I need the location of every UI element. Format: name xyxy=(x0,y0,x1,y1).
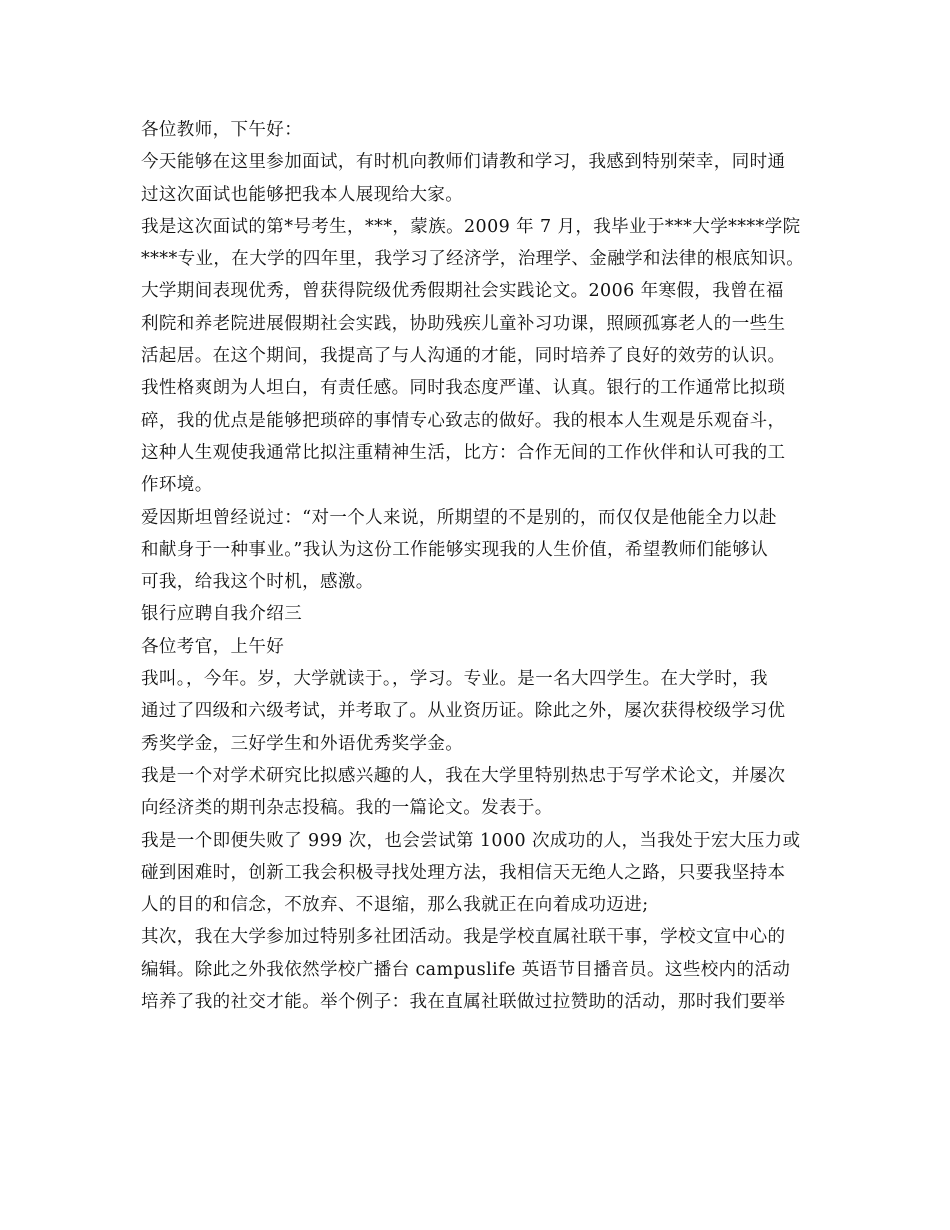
paragraph-line: 人的目的和信念，不放弃、不退缩，那么我就正在向着成功迈进; xyxy=(141,895,649,916)
paragraph-line: 和献身于一种事业。”我认为这份工作能够实现我的人生价值，希望教师们能够认 xyxy=(141,539,769,560)
paragraph-line: 大学期间表现优秀，曾获得院级优秀假期社会实践论文。2006 年寒假，我曾在福 xyxy=(141,281,784,302)
paragraph-line: 我叫。，今年。岁，大学就读于。，学习。专业。是一名大四学生。在大学时，我 xyxy=(141,669,768,690)
paragraph-line: 秀奖学金，三好学生和外语优秀奖学金。 xyxy=(141,733,464,754)
paragraph-line: ****专业，在大学的四年里，我学习了经济学，治理学、金融学和法律的根底知识。 xyxy=(141,249,805,270)
paragraph-line: 其次，我在大学参加过特别多社团活动。我是学校直属社联干事，学校文宣中心的 xyxy=(141,927,786,948)
paragraph-line: 活起居。在这个期间，我提高了与人沟通的才能，同时培养了良好的效劳的认识。 xyxy=(141,346,786,367)
document-body xyxy=(141,114,821,1018)
paragraph-line: 通过了四级和六级考试，并考取了。从业资历证。除此之外，屡次获得校级学习优 xyxy=(141,701,786,722)
greeting-line: 各位考官，上午好 xyxy=(141,636,285,657)
paragraph-line: 这种人生观使我通常比拟注重精神生活，比方：合作无间的工作伙伴和认可我的工 xyxy=(141,442,786,463)
paragraph-line: 过这次面试也能够把我本人展现给大家。 xyxy=(141,184,464,205)
paragraph-line: 碰到困难时，创新工我会积极寻找处理方法，我相信天无绝人之路，只要我坚持本 xyxy=(141,862,786,883)
paragraph-line: 我是这次面试的第*号考生，***，蒙族。2009 年 7 月，我毕业于***大学****学院 xyxy=(141,216,801,237)
paragraph-line: 可我，给我这个时机，感激。 xyxy=(141,572,374,593)
paragraph-line: 培养了我的社交才能。举个例子：我在直属社联做过拉赞助的活动，那时我们要举 xyxy=(141,992,786,1013)
paragraph-line: 爱因斯坦曾经说过：“对一个人来说，所期望的不是别的，而仅仅是他能全力以赴 xyxy=(141,507,777,528)
paragraph-line: 我是一个对学术研究比拟感兴趣的人，我在大学里特别热忠于写学术论文，并屡次 xyxy=(141,765,786,786)
paragraph-line: 我是一个即便失败了 999 次，也会尝试第 1000 次成功的人，当我处于宏大压力或 xyxy=(141,830,801,851)
section-heading: 银行应聘自我介绍三 xyxy=(141,604,303,625)
paragraph-line: 利院和养老院进展假期社会实践，协助残疾儿童补习功课，照顾孤寡老人的一些生 xyxy=(141,313,786,334)
paragraph-line: 向经济类的期刊杂志投稿。我的一篇论文。发表于。 xyxy=(141,798,553,819)
paragraph-line: 我性格爽朗为人坦白，有责任感。同时我态度严谨、认真。银行的工作通常比拟琐 xyxy=(141,378,786,399)
paragraph-line: 编辑。除此之外我依然学校广播台 campuslife 英语节目播音员。这些校内的活动 xyxy=(141,959,791,980)
paragraph-line: 今天能够在这里参加面试，有时机向教师们请教和学习，我感到特别荣幸，同时通 xyxy=(141,152,786,173)
paragraph-line: 作环境。 xyxy=(141,475,213,496)
paragraph-line: 碎，我的优点是能够把琐碎的事情专心致志的做好。我的根本人生观是乐观奋斗， xyxy=(141,410,786,431)
greeting-line: 各位教师，下午好： xyxy=(141,120,303,140)
